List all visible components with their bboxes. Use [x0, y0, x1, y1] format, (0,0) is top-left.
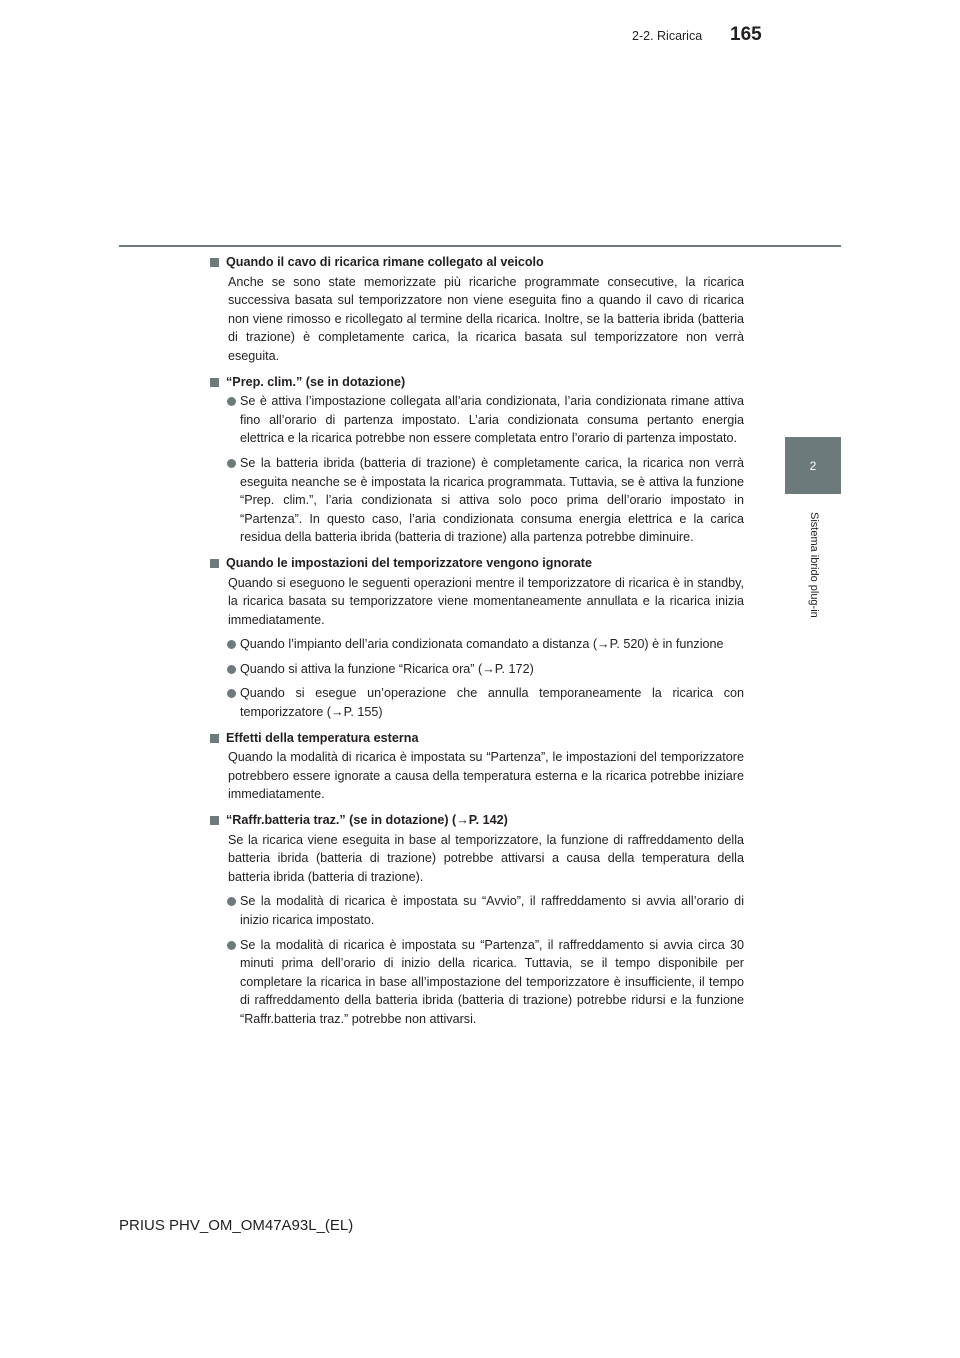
section-heading-text: Effetti della temperatura esterna [226, 730, 419, 745]
section-heading [210, 253, 744, 272]
bullet-text: Quando l’impianto dell’aria condizionata comandato a distanza (→P. 520) è in funzione [240, 637, 724, 652]
page-number: 165 [730, 24, 762, 45]
square-bullet-icon [210, 378, 219, 387]
circle-bullet-icon [227, 941, 236, 950]
bullet-item [210, 660, 744, 679]
chapter-tab [785, 437, 841, 494]
bullet-text: Se la modalità di ricarica è impostata su “Partenza”, il raffreddamento si avvia circa 30 minuti prima dell’orario di inizio della ricarica. Tuttavia, se il tempo disponibile per completare la ricarica in base all’impostazione del temporizzatore è insufficiente, il tempo di raffreddamento della batteria ibrida (batteria di trazione) potrebbe ridursi e la funzione “Raffr.batteria traz.” potrebbe non attivarsi. [240, 937, 744, 1026]
footer-code: PRIUS PHV_OM_OM47A93L_(EL) [119, 1217, 354, 1234]
bullet-text: Quando si attiva la funzione “Ricarica ora” (→P. 172) [240, 661, 534, 676]
section [210, 554, 744, 722]
section-paragraph: Quando si eseguono le seguenti operazioni mentre il temporizzatore di ricarica è in standby, la ricarica basata su temporizzatore viene momentaneamente annullata e la ricarica inizia immediatamente. [228, 575, 744, 627]
bullet-item [210, 684, 744, 721]
circle-bullet-icon [227, 897, 236, 906]
circle-bullet-icon [227, 665, 236, 674]
chapter-title-vertical [786, 512, 842, 632]
section-paragraph: Quando la modalità di ricarica è impostata su “Partenza”, le impostazioni del temporizzatore potrebbero essere ignorate a causa della temperatura esterna e la ricarica potrebbe iniziare immediatamente. [228, 750, 744, 802]
section [210, 373, 744, 547]
circle-bullet-icon [227, 459, 236, 468]
bullet-item [210, 392, 744, 448]
bullet-text: Se la batteria ibrida (batteria di trazione) è completamente carica, la ricarica non verrà eseguita neanche se è impostata la ricarica programmata. Tuttavia, se è attiva la funzione “Prep. clim.”, l’aria condizionata si attiva solo poco prima dell’orario impostato in “Partenza”. In questo caso, l’aria condizionata consuma energia elettrica e la carica residua della batteria ibrida (batteria di trazione) alla partenza potrebbe diminuire. [240, 455, 744, 545]
section-heading [210, 554, 744, 573]
section-heading [210, 729, 744, 748]
bullet-item [210, 936, 744, 1029]
chapter-title: Sistema ibrido plug-in [808, 512, 820, 618]
square-bullet-icon [210, 559, 219, 568]
circle-bullet-icon [227, 640, 236, 649]
section-heading-text: Quando il cavo di ricarica rimane collegato al veicolo [226, 255, 544, 269]
section-heading-text: Quando le impostazioni del temporizzatore vengono ignorate [226, 555, 592, 570]
bullet-text: Quando si esegue un’operazione che annulla temporaneamente la ricarica con temporizzatore (→P. 155) [240, 686, 744, 720]
section [210, 729, 744, 804]
square-bullet-icon [210, 258, 219, 267]
section-heading [210, 811, 744, 830]
bullet-item [210, 635, 744, 654]
header-section-title: 2-2. Ricarica [632, 29, 703, 43]
section [210, 253, 744, 366]
section [210, 811, 744, 1029]
bullet-text: Se la modalità di ricarica è impostata su “Avvio”, il raffreddamento si avvia all’orario di inizio ricarica impostato. [240, 894, 744, 927]
section-heading [210, 373, 744, 392]
section-paragraph: Se la ricarica viene eseguita in base al temporizzatore, la funzione di raffreddamento della batteria ibrida (batteria di trazione) potrebbe attivarsi a causa della temperatura della batteria ibrida (batteria di trazione). [228, 832, 744, 884]
section-heading-text: “Prep. clim.” (se in dotazione) [226, 374, 406, 389]
section-paragraph: Anche se sono state memorizzate più ricariche programmate consecutive, la ricarica successiva basata sul temporizzatore non viene eseguita fino a quando il cavo di ricarica non viene rimosso e ricollegato al termine della ricarica. Inoltre, se la batteria ibrida (batteria di trazione) è completamente carica, la ricarica basata sul temporizzatore non verrà eseguita. [228, 274, 744, 363]
section-heading-text: “Raffr.batteria traz.” (se in dotazione) (→P. 142) [226, 813, 508, 828]
bullet-text: Se è attiva l’impostazione collegata all’aria condizionata, l’aria condizionata rimane attiva fino all’orario di partenza impostato. L’aria condizionata consuma pertanto energia elettrica e la ricarica potrebbe non essere completata entro l’orario di partenza impostato. [240, 394, 744, 446]
bullet-item [210, 892, 744, 929]
circle-bullet-icon [227, 689, 236, 698]
chapter-number: 2 [809, 458, 817, 473]
main-content [210, 253, 744, 1036]
circle-bullet-icon [227, 397, 236, 406]
bullet-item [210, 454, 744, 547]
square-bullet-icon [210, 734, 219, 743]
header-divider [119, 245, 841, 247]
square-bullet-icon [210, 816, 219, 825]
